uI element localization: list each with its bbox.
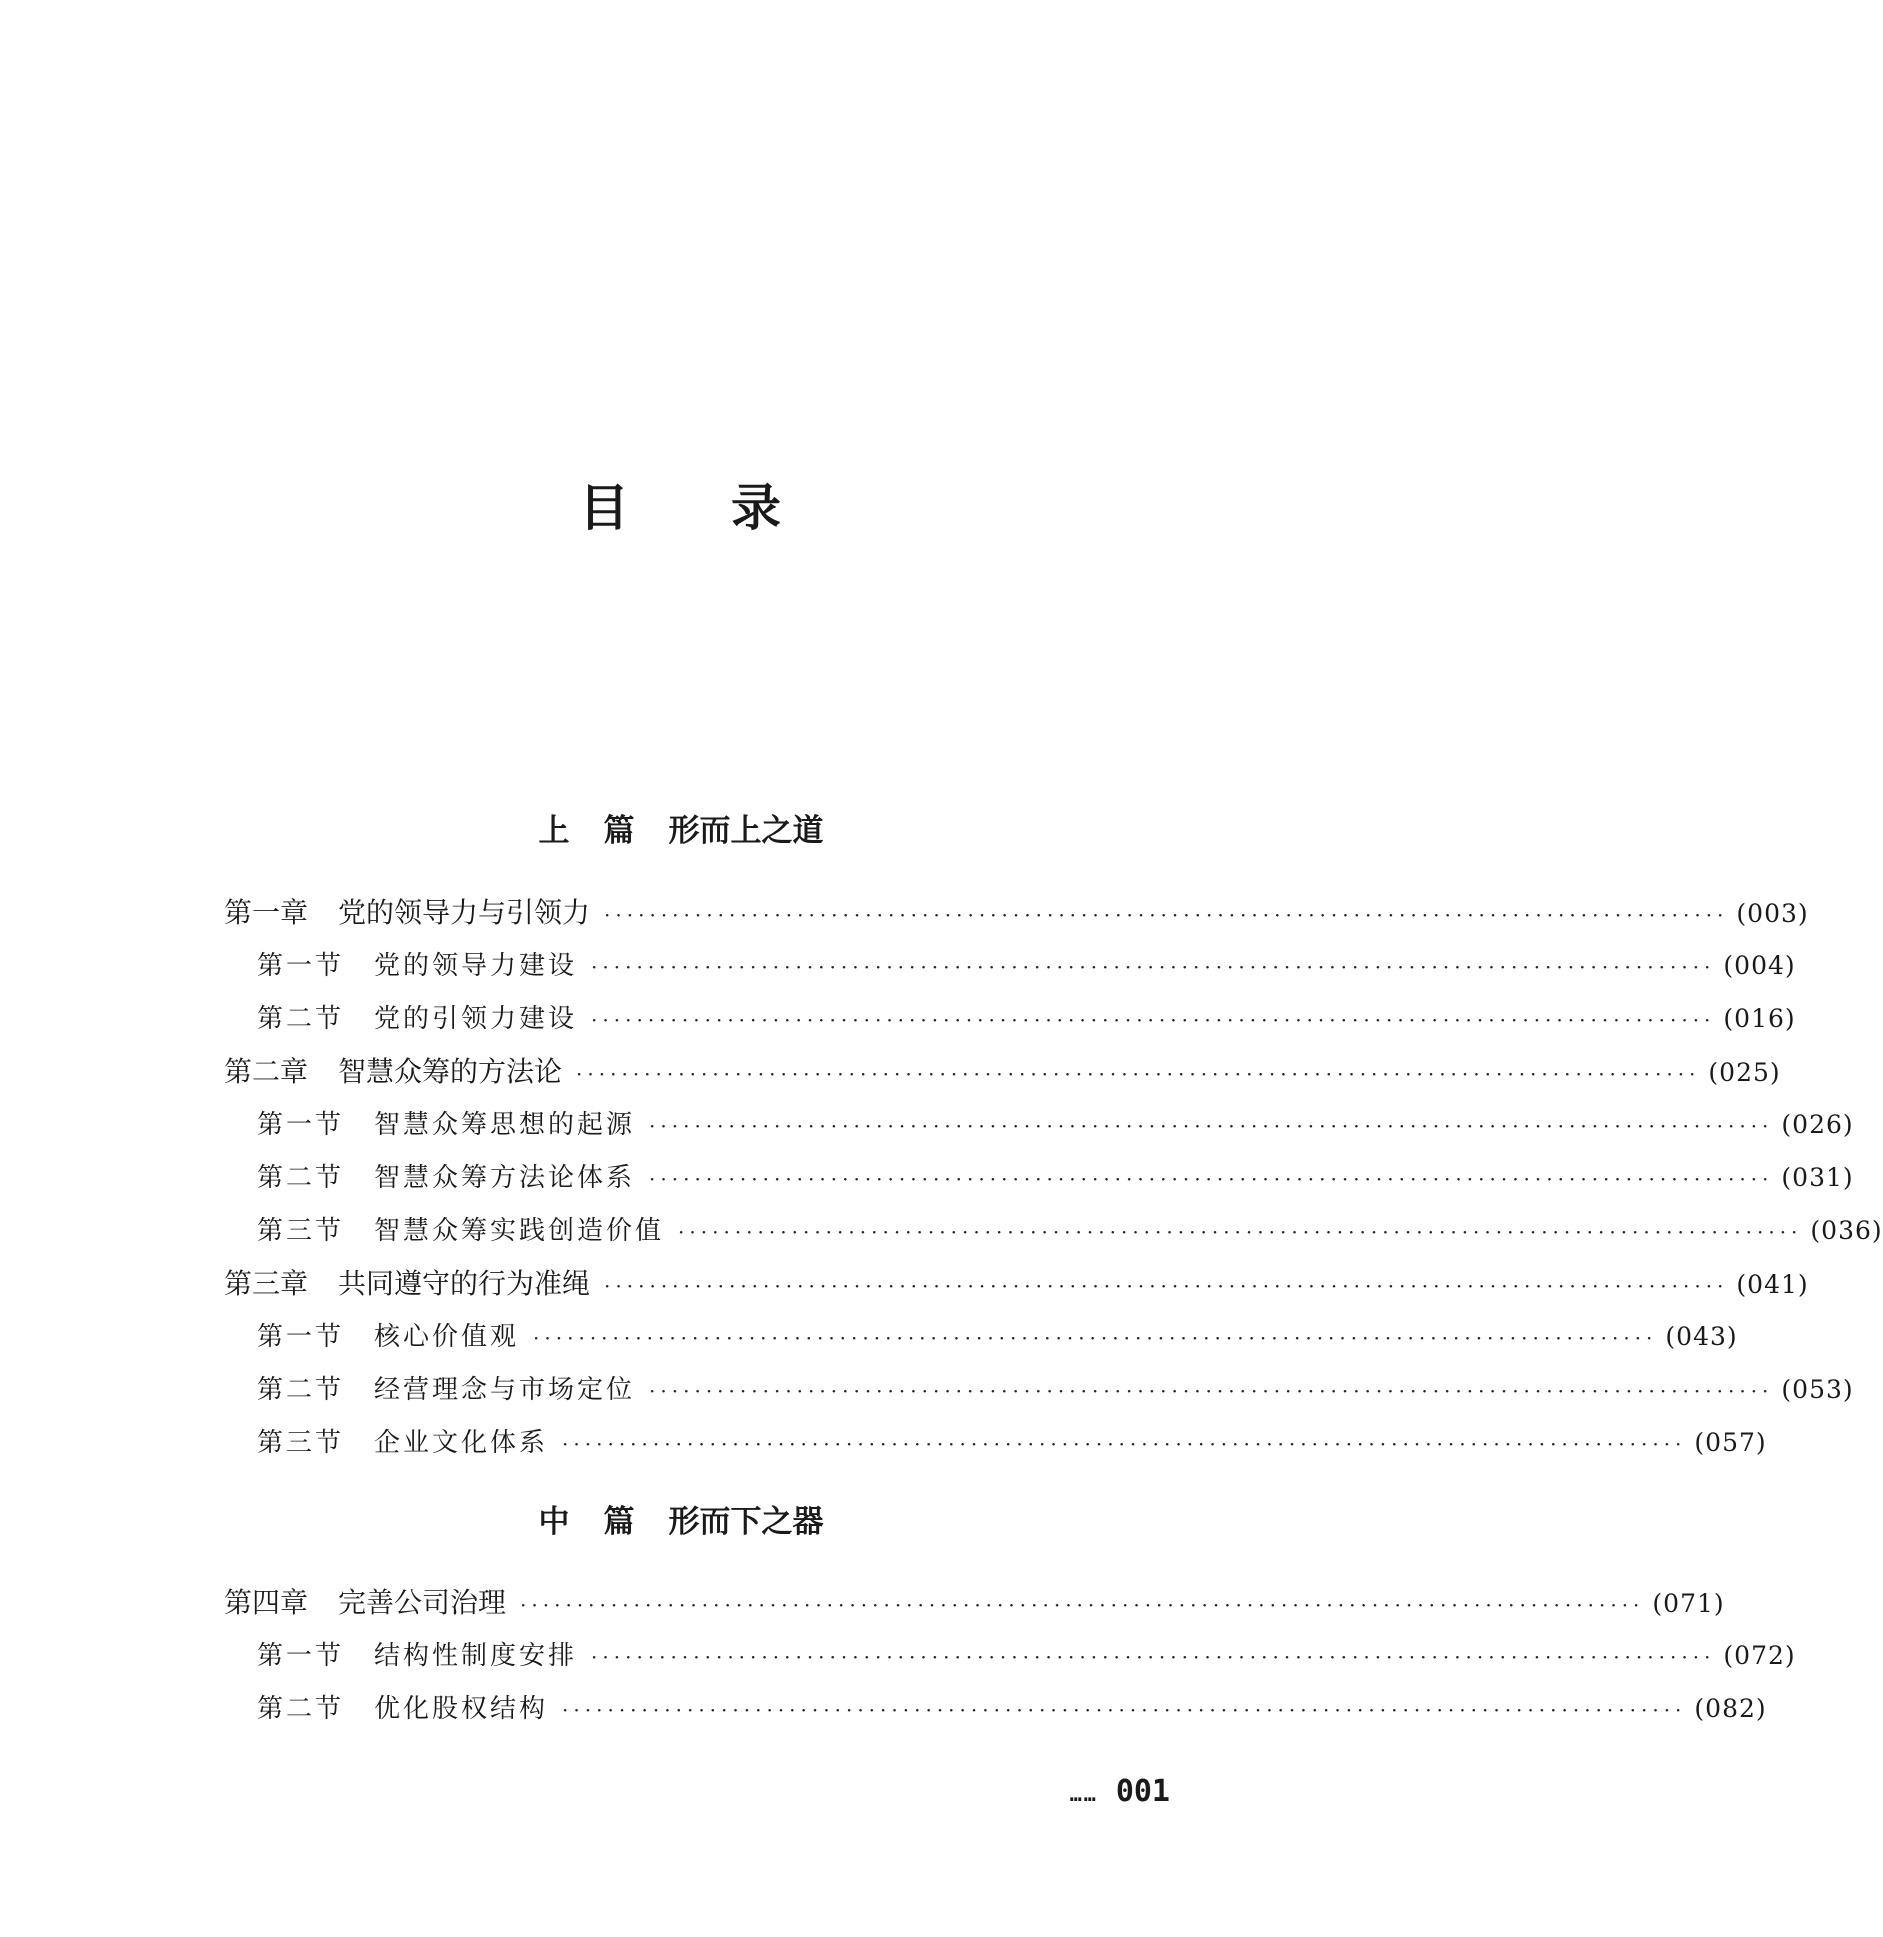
entry-label: 第二节: [257, 1375, 345, 1405]
entry-title: 智慧众筹实践创造价值: [374, 1216, 665, 1246]
dot-leader: ···································································································: [678, 1220, 1803, 1244]
part-name: 篇: [603, 813, 635, 849]
entry-label: 第四章: [224, 1586, 309, 1619]
entry-label: 第一章: [224, 896, 309, 929]
entry-title: 智慧众筹思想的起源: [374, 1110, 636, 1140]
entry-label: 第一节: [257, 1110, 345, 1140]
dot-leader: ···································································································: [591, 1008, 1716, 1032]
toc-section-4-2[interactable]: [257, 1689, 1767, 1729]
part-heading-middle: [0, 1502, 1362, 1542]
dot-leader: ···································································································: [604, 903, 1729, 927]
part-label: 中: [538, 1504, 570, 1540]
entry-title: 企业文化体系: [374, 1428, 549, 1458]
dot-leader: ···································································································: [533, 1326, 1658, 1350]
dot-leader: ···································································································: [591, 955, 1716, 979]
entry-title: 核心价值观: [374, 1322, 520, 1352]
part-name: 篇: [603, 1504, 635, 1540]
entry-label: 第二节: [257, 1163, 345, 1193]
entry-label: 第二章: [224, 1055, 309, 1088]
dot-leader: ···································································································: [562, 1432, 1687, 1456]
entry-page-number: (043): [1665, 1322, 1738, 1351]
dot-leader: ···································································································: [591, 1645, 1716, 1669]
toc-section-2-1[interactable]: [257, 1105, 1854, 1145]
entry-page-number: (041): [1736, 1270, 1809, 1299]
entry-page-number: (053): [1781, 1375, 1854, 1404]
entry-title: 完善公司治理: [338, 1586, 507, 1619]
toc-section-1-1[interactable]: [257, 946, 1796, 986]
part-subtitle: 形而上之道: [668, 813, 824, 849]
toc-section-2-2[interactable]: [257, 1158, 1854, 1198]
entry-title: 党的引领力建设: [374, 1004, 578, 1034]
toc-section-3-1[interactable]: [257, 1317, 1738, 1357]
dot-leader: ···································································································: [604, 1274, 1729, 1298]
part-label: 上: [538, 813, 570, 849]
entry-page-number: (004): [1723, 951, 1796, 980]
entry-page-number: (026): [1781, 1110, 1854, 1139]
page-title: [0, 478, 1362, 538]
part-subtitle: 形而下之器: [668, 1504, 824, 1540]
dot-leader: ···································································································: [576, 1062, 1701, 1086]
toc-chapter-3[interactable]: [224, 1264, 1809, 1304]
entry-page-number: (016): [1723, 1004, 1796, 1033]
footer-dots: ……: [1069, 1782, 1098, 1806]
entry-page-number: (036): [1810, 1216, 1883, 1245]
entry-label: 第二节: [257, 1004, 345, 1034]
entry-title: 党的领导力与引领力: [338, 896, 591, 929]
entry-title: 经营理念与市场定位: [374, 1375, 636, 1405]
toc-section-3-3[interactable]: [257, 1423, 1767, 1463]
entry-title: 共同遵守的行为准绳: [338, 1267, 591, 1300]
toc-chapter-1[interactable]: [224, 893, 1809, 933]
entry-label: 第三节: [257, 1216, 345, 1246]
toc-chapter-4[interactable]: [224, 1583, 1725, 1623]
entry-page-number: (082): [1694, 1694, 1767, 1723]
toc-section-4-1[interactable]: [257, 1636, 1796, 1676]
page-footer: [1030, 1772, 1170, 1812]
dot-leader: ···································································································: [520, 1593, 1645, 1617]
entry-label: 第一节: [257, 1322, 345, 1352]
dot-leader: ···································································································: [562, 1698, 1687, 1722]
part-heading-upper: [0, 811, 1362, 851]
entry-page-number: (057): [1694, 1428, 1767, 1457]
toc-chapter-2[interactable]: [224, 1052, 1781, 1092]
entry-label: 第一节: [257, 951, 345, 981]
dot-leader: ···································································································: [649, 1379, 1774, 1403]
entry-label: 第二节: [257, 1694, 345, 1724]
entry-label: 第一节: [257, 1641, 345, 1671]
dot-leader: ···································································································: [649, 1167, 1774, 1191]
dot-leader: ···································································································: [649, 1114, 1774, 1138]
toc-section-3-2[interactable]: [257, 1370, 1854, 1410]
entry-label: 第三章: [224, 1267, 309, 1300]
entry-title: 智慧众筹方法论体系: [374, 1163, 636, 1193]
title-char-2: 录: [731, 479, 783, 537]
entry-title: 优化股权结构: [374, 1694, 549, 1724]
toc-section-2-3[interactable]: [257, 1211, 1883, 1251]
entry-title: 结构性制度安排: [374, 1641, 578, 1671]
toc-section-1-2[interactable]: [257, 999, 1796, 1039]
entry-title: 党的领导力建设: [374, 951, 578, 981]
page-number: 001: [1115, 1774, 1170, 1809]
entry-page-number: (003): [1736, 899, 1809, 928]
title-char-1: 目: [579, 479, 631, 537]
entry-page-number: (025): [1708, 1058, 1781, 1087]
entry-page-number: (071): [1652, 1589, 1725, 1618]
entry-title: 智慧众筹的方法论: [338, 1055, 563, 1088]
entry-page-number: (031): [1781, 1163, 1854, 1192]
entry-page-number: (072): [1723, 1641, 1796, 1670]
entry-label: 第三节: [257, 1428, 345, 1458]
